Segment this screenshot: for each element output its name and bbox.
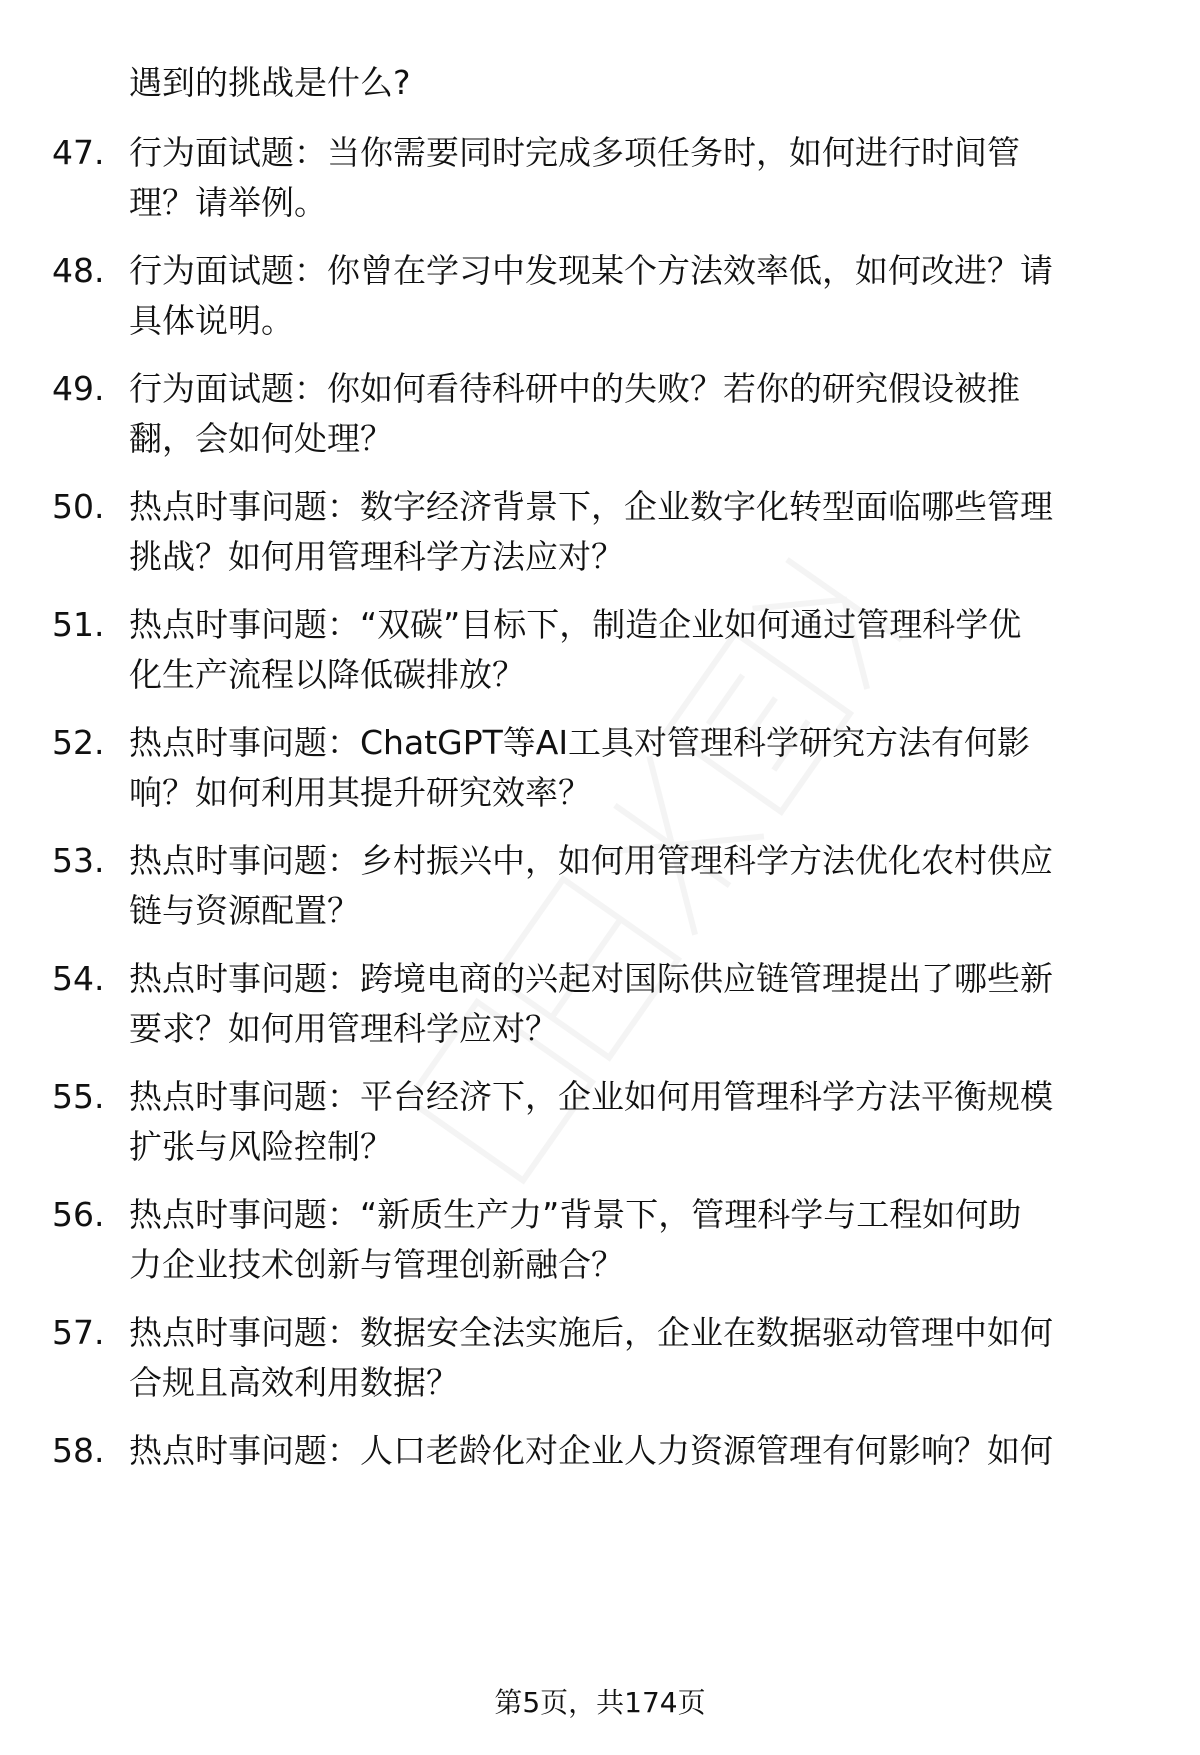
question-line: 行为面试题：当你需要同时完成多项任务时，如何进行时间管 xyxy=(129,133,1020,172)
question-number: 47. xyxy=(52,133,105,172)
question-text xyxy=(129,836,1139,936)
question-line: 热点时事问题：“新质生产力”背景下，管理科学与工程如何助 xyxy=(129,1195,1022,1234)
question-number: 53. xyxy=(52,841,105,880)
question-line: 化生产流程以降低碳排放？ xyxy=(129,655,525,694)
question-text xyxy=(129,600,1139,700)
question-text xyxy=(129,1190,1139,1290)
question-line: 热点时事问题：人口老龄化对企业人力资源管理有何影响？如何 xyxy=(129,1431,1053,1470)
question-line: 要求？如何用管理科学应对？ xyxy=(129,1009,558,1048)
question-text xyxy=(129,718,1139,818)
question-text xyxy=(129,128,1139,228)
question-line: 理？请举例。 xyxy=(129,183,327,222)
question-text xyxy=(129,1072,1139,1172)
question-number: 55. xyxy=(52,1077,105,1116)
question-line: 热点时事问题：跨境电商的兴起对国际供应链管理提出了哪些新 xyxy=(129,959,1053,998)
question-line: 热点时事问题：ChatGPT等AI工具对管理科学研究方法有何影 xyxy=(129,723,1031,762)
question-line: 热点时事问题：数字经济背景下，企业数字化转型面临哪些管理 xyxy=(129,487,1053,526)
question-number: 51. xyxy=(52,605,105,644)
question-number: 56. xyxy=(52,1195,105,1234)
question-line: 具体说明。 xyxy=(129,301,294,340)
question-line: 热点时事问题：乡村振兴中，如何用管理科学方法优化农村供应 xyxy=(129,841,1053,880)
question-line: 响？如何利用其提升研究效率？ xyxy=(129,773,591,812)
question-number: 49. xyxy=(52,369,105,408)
question-line: 挑战？如何用管理科学方法应对？ xyxy=(129,537,624,576)
question-line: 合规且高效利用数据？ xyxy=(129,1363,459,1402)
question-number: 58. xyxy=(52,1431,105,1470)
question-text xyxy=(129,1426,1139,1476)
question-line: 热点时事问题：“双碳”目标下，制造企业如何通过管理科学优 xyxy=(129,605,1022,644)
question-number: 54. xyxy=(52,959,105,998)
question-line: 行为面试题：你如何看待科研中的失败？若你的研究假设被推 xyxy=(129,369,1020,408)
question-text xyxy=(129,1308,1139,1408)
question-line: 热点时事问题：数据安全法实施后，企业在数据驱动管理中如何 xyxy=(129,1313,1053,1352)
question-line: 扩张与风险控制？ xyxy=(129,1127,393,1166)
question-text xyxy=(129,482,1139,582)
question-line: 翻，会如何处理？ xyxy=(129,419,393,458)
question-text xyxy=(129,246,1139,346)
question-number: 52. xyxy=(52,723,105,762)
question-line: 力企业技术创新与管理创新融合？ xyxy=(129,1245,624,1284)
question-number: 57. xyxy=(52,1313,105,1352)
question-number: 50. xyxy=(52,487,105,526)
question-number: 48. xyxy=(52,251,105,290)
continued-question-text: 遇到的挑战是什么? xyxy=(129,63,411,102)
question-text xyxy=(129,364,1139,464)
question-text xyxy=(129,954,1139,1054)
question-line: 热点时事问题：平台经济下，企业如何用管理科学方法平衡规模 xyxy=(129,1077,1053,1116)
page-footer: 第5页，共174页 xyxy=(494,1686,706,1719)
question-line: 链与资源配置？ xyxy=(129,891,360,930)
question-line: 行为面试题：你曾在学习中发现某个方法效率低，如何改进？请 xyxy=(129,251,1053,290)
